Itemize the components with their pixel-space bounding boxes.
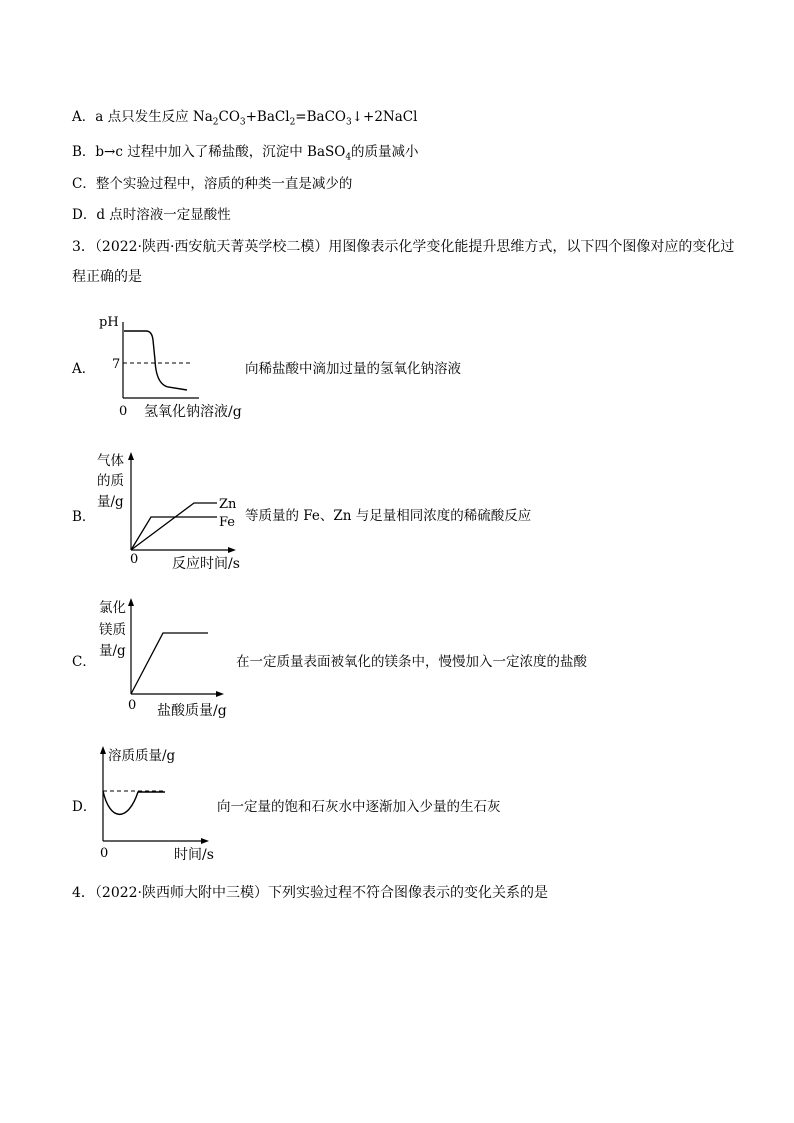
fig-b-letter: B．: [72, 509, 96, 525]
fig-b-zn-line: [131, 503, 217, 550]
fig-c-ylabel-3: 量/g: [99, 643, 126, 659]
fig-d-axes: [100, 746, 209, 844]
fig-c-ylabel-1: 氯化: [99, 600, 126, 616]
fig-c-desc: 在一定质量表面被氧化的镁条中，慢慢加入一定浓度的盐酸: [236, 654, 587, 670]
fig-c-letter: C．: [72, 654, 96, 670]
fig-b-fe-label: Fe: [219, 515, 236, 530]
fig-b-ylabel-2: 的质: [97, 473, 124, 489]
fig-b-xlabel: 反应时间/s: [172, 556, 240, 572]
fig-d-xlabel: 时间/s: [174, 847, 214, 863]
fig-b-desc: 等质量的 Fe、Zn 与足量相同浓度的稀硫酸反应: [245, 508, 532, 524]
question-4: 4．（2022·陕西师大附中三模）下列实验过程不符合图像表示的变化关系的是: [72, 885, 548, 901]
question-3-line1: 3．（2022·陕西·西安航天菁英学校二模）用图像表示化学变化能提升思维方式，以下四个图像对应的变化过: [72, 239, 735, 255]
fig-b-fe-line: [131, 517, 217, 550]
fig-a-curve: [124, 331, 187, 390]
fig-d-ylabel: 溶质质量/g: [108, 748, 176, 764]
option-d: D．d 点时溶液一定显酸性: [72, 207, 231, 223]
fig-c-ylabel-2: 镁质: [99, 622, 126, 638]
fig-b-zn-label: Zn: [219, 497, 237, 512]
fig-d-desc: 向一定量的饱和石灰水中逐渐加入少量的生石灰: [217, 799, 501, 815]
fig-a-desc: 向稀盐酸中滴加过量的氢氧化钠溶液: [245, 361, 461, 377]
option-b: B．b→c 过程中加入了稀盐酸，沉淀中 BaSO$_4$的质量减小: [72, 144, 419, 163]
fig-a-origin: 0: [119, 404, 128, 419]
fig-a-axes: [123, 322, 199, 398]
fig-d-origin: 0: [100, 846, 109, 861]
option-a: A．a 点只发生反应 $Na_2CO_3+BaCl_2=BaCO_3↓+2NaCl$: [72, 109, 418, 128]
fig-c-xlabel: 盐酸质量/g: [157, 703, 227, 719]
option-c: C．整个实验过程中，溶质的种类一直是减少的: [72, 176, 353, 192]
fig-d-curve: [103, 791, 165, 814]
fig-c-axes: [128, 598, 224, 697]
fig-b-origin: 0: [130, 552, 139, 567]
fig-b-ylabel-1: 气体: [97, 453, 124, 469]
fig-a-xlabel: 氢氧化钠溶液/g: [144, 404, 242, 420]
fig-d-letter: D．: [72, 799, 97, 815]
question-3-line2: 程正确的是: [72, 269, 142, 285]
fig-b-axes: [128, 452, 236, 553]
fig-a-y7: 7: [112, 357, 121, 372]
fig-a-letter: A．: [72, 361, 96, 377]
fig-a-ylabel: pH: [99, 315, 119, 330]
fig-b-ylabel-3: 量/g: [97, 494, 124, 510]
fig-c-origin: 0: [128, 698, 137, 713]
fig-c-line: [131, 633, 208, 694]
